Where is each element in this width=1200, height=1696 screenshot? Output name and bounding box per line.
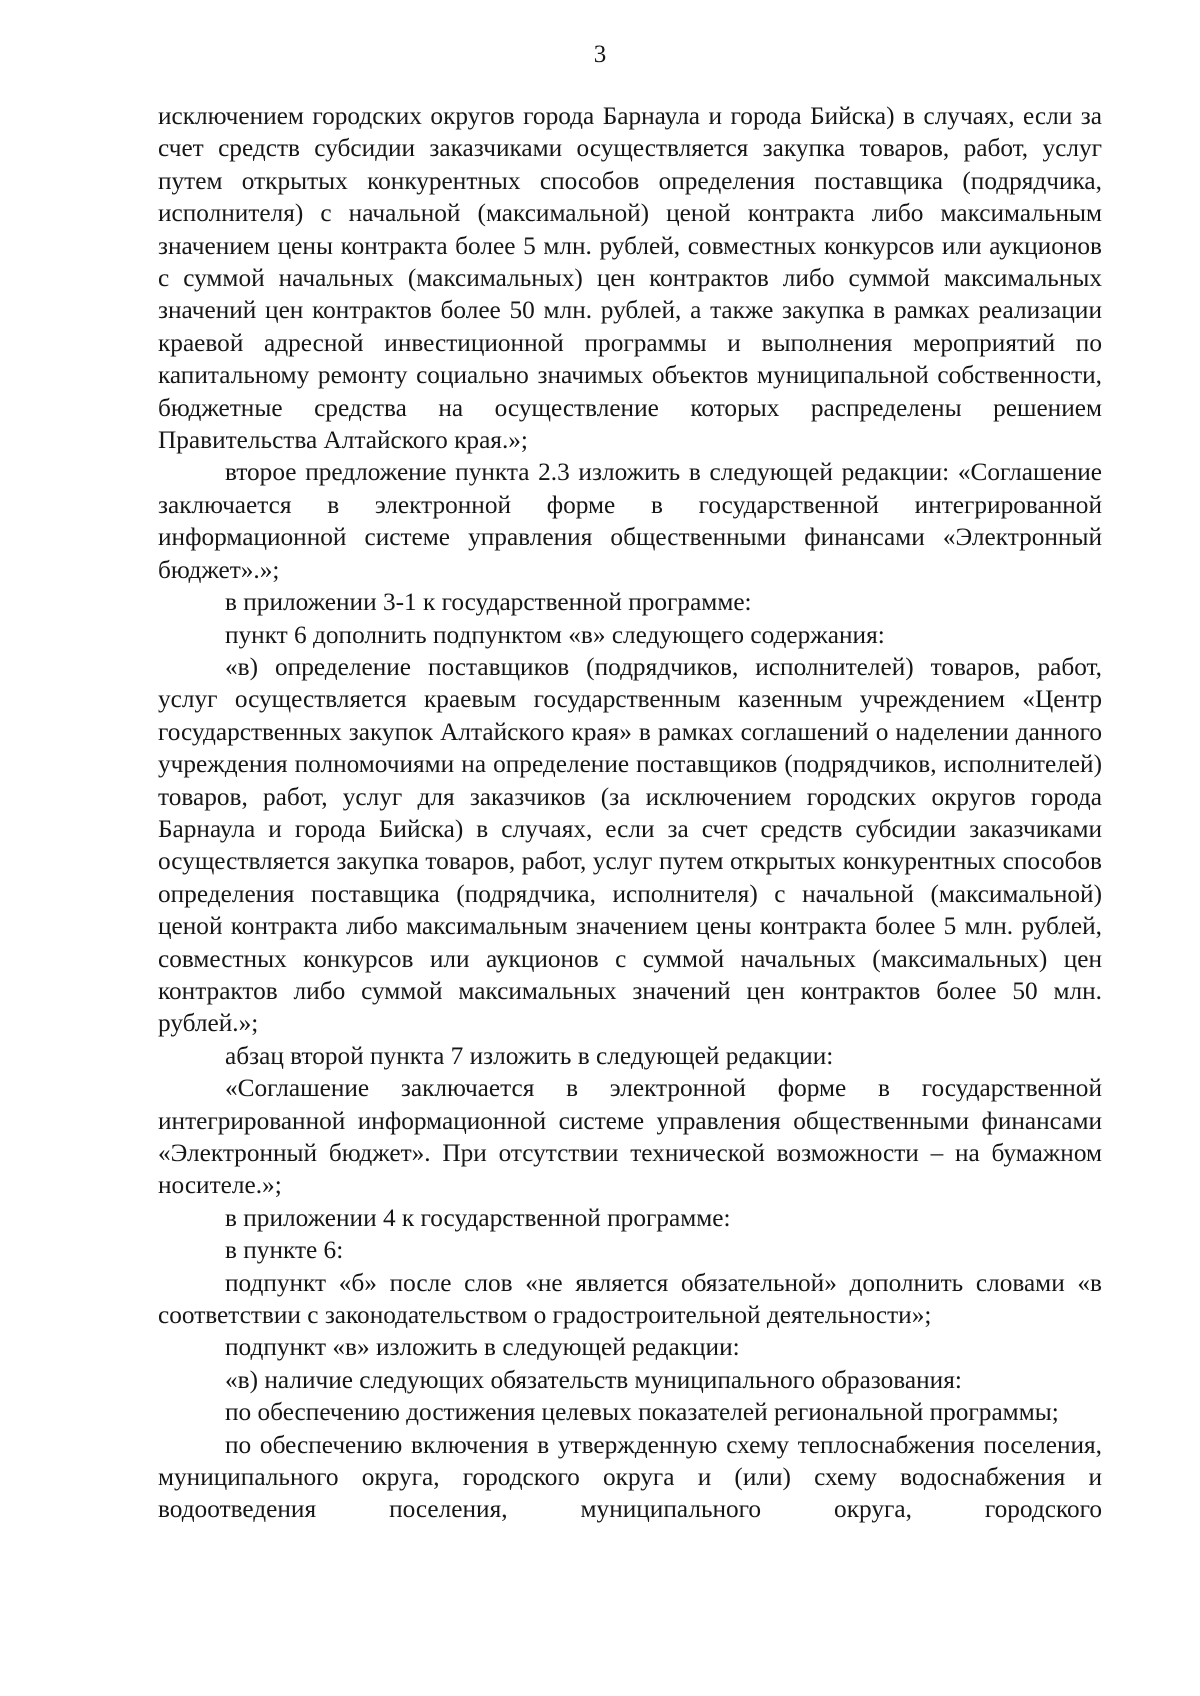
paragraph-appendix-3-1: в приложении 3-1 к государственной программе: [225,588,752,617]
paragraph-subitem-v-edit: подпункт «в» изложить в следующей редакции: [225,1333,740,1362]
paragraph-item-2-3: второе предложение пункта 2.3 изложить в следующей редакции: «Соглашение заключается в электронной форме в государственной интегрированной информационной системе управления общественными финансами «Электронный бюджет».»; [158,458,1102,584]
paragraph-item-7: абзац второй пункта 7 изложить в следующей редакции: [225,1041,834,1070]
paragraph-heat-supply: по обеспечению включения в утвержденную схему теплоснабжения поселения, муниципального округа, городского округа и (или) схему водоснабжения и водоотведения поселения, муниципального округа, городского [158,1430,1102,1524]
paragraph-agreement: «Соглашение заключается в электронной форме в государственной интегрированной информационной системе управления общественными финансами «Электронный бюджет». При отсутствии технической возможности – на бумажном носителе.»; [158,1074,1102,1200]
paragraph-continuation: исключением городских округов города Барнаула и города Бийска) в случаях, если за счет средств субсидии заказчиками осуществляется закупка товаров, работ, услуг путем открытых конкурентных способов определения поставщика (подрядчика, исполнителя) с начальной (максимальной) ценой контракта либо максимальным значением цены контракта более 5 млн. рублей, совместных конкурсов или аукционов с суммой начальных (максимальных) цен контрактов либо суммой максимальных значений цен контрактов более 50 млн. рублей, а также закупка в рамках реализации краевой адресной инвестиционной программы и выполнения мероприятий по капитальному ремонту социально значимых объектов муниципальной собственности, бюджетные средства на осуществление которых распределены решением Правительства Алтайского края.»; [158,102,1102,455]
paragraph-targets: по обеспечению достижения целевых показателей региональной программы; [225,1398,1059,1427]
paragraph-subitem-v: «в) определение поставщиков (подрядчиков, исполнителей) товаров, работ, услуг осуществляется краевым государственным казенным учреждением «Центр государственных закупок Алтайского края» в рамках соглашений о наделении данного учреждения полномочиями на определение поставщиков (подрядчиков, исполнителей) товаров, работ, услуг для заказчиков (за исключением городских округов города Барнаула и города Бийска) в случаях, если за счет средств субсидии заказчиками осуществляется закупка товаров, работ, услуг путем открытых конкурентных способов определения поставщика (подрядчика, исполнителя) с начальной (максимальной) ценой контракта либо максимальным значением цены контракта более 5 млн. рублей, совместных конкурсов или аукционов с суммой начальных (максимальных) цен контрактов либо суммой максимальных значений цен контрактов более 50 млн. рублей.»; [158,652,1102,1038]
paragraph-item-6-add: пункт 6 дополнить подпунктом «в» следующего содержания: [225,620,885,649]
paragraph-item-6: в пункте 6: [225,1236,344,1265]
page-number: 3 [593,41,607,68]
paragraph-subitem-b: подпункт «б» после слов «не является обязательной» дополнить словами «в соответствии с законодательством о градостроительной деятельности»; [158,1268,1102,1330]
paragraph-appendix-4: в приложении 4 к государственной программе: [225,1203,731,1232]
document-body [158,100,1102,1526]
paragraph-obligations: «в) наличие следующих обязательств муниципального образования: [225,1365,962,1394]
